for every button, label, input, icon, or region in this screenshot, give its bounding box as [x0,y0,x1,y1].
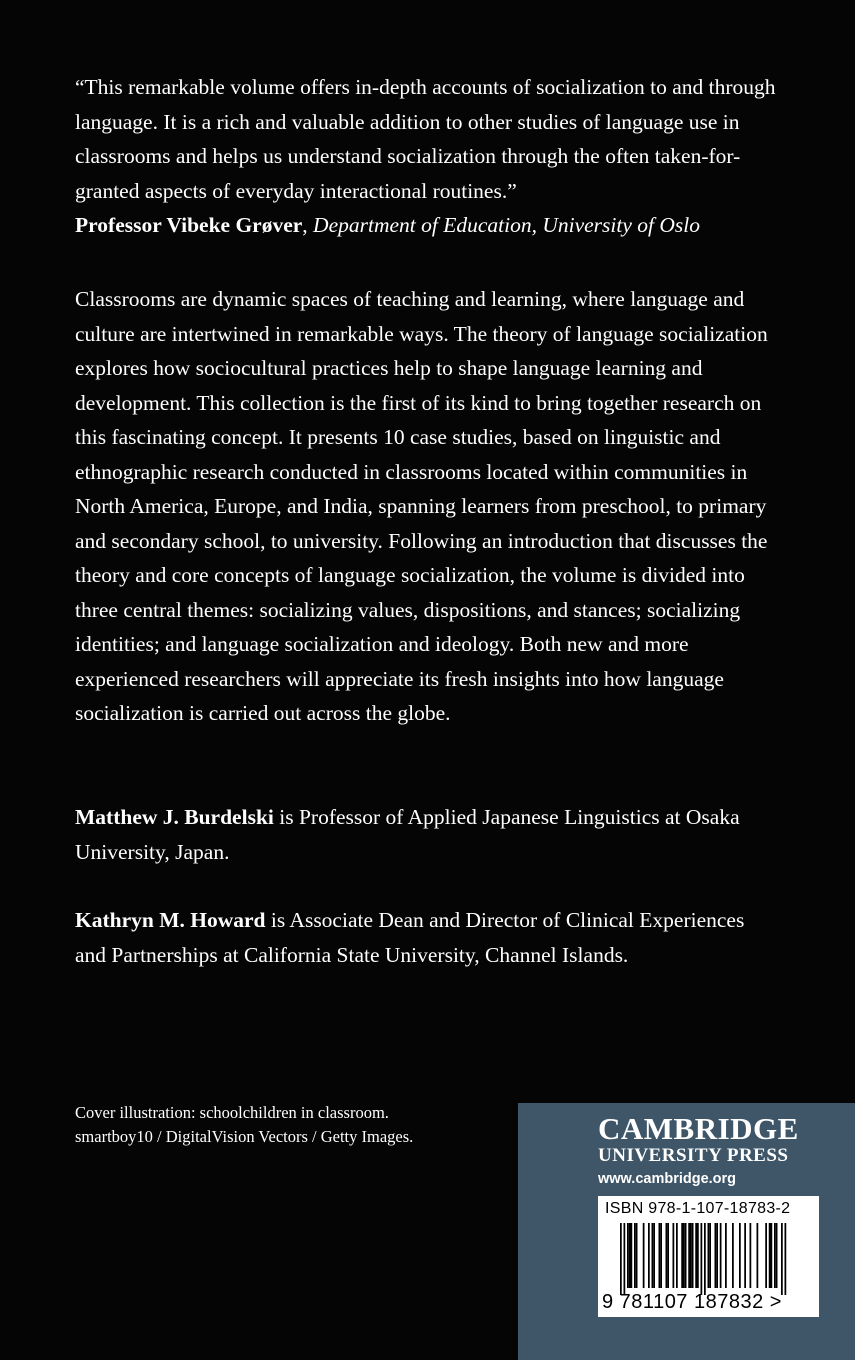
barcode-bar [660,1223,662,1288]
publisher-url: www.cambridge.org [598,1171,737,1187]
barcode-bar [704,1223,706,1295]
barcode-bar [695,1223,697,1288]
endorsement-quote: “This remarkable volume offers in-depth accounts of socialization to and through language. It is a rich and valuable addition to other studies of language use in classrooms and helps us understand socialization through the often taken-for-granted aspects of everyday interactional routines.” [75,75,776,203]
barcode-bar [776,1223,778,1288]
barcode-bar [659,1223,661,1288]
barcode-bar [771,1223,773,1288]
endorsement-separator: , [302,213,314,237]
barcode-bar [744,1223,746,1288]
author-bio-2 [75,903,775,972]
barcode-bar [774,1223,776,1288]
publisher-subtitle: UNIVERSITY PRESS [598,1145,789,1166]
barcode-bar [620,1223,622,1295]
barcode-bar [757,1223,759,1288]
barcode-bar [732,1223,734,1288]
barcode-bar [701,1223,703,1295]
barcode-bar [750,1223,752,1288]
publisher-name: CAMBRIDGE [598,1111,799,1146]
barcode-bar [636,1223,638,1288]
barcode-bar [673,1223,675,1288]
barcode-bar [681,1223,683,1288]
barcode-bar [652,1223,654,1288]
ean-digits: 9 781107 187832 > [602,1291,782,1313]
barcode-bar [676,1223,678,1288]
endorsement-affiliation: Department of Education, University of Oslo [313,213,700,237]
barcode-bar [739,1223,741,1288]
barcode-bar [708,1223,710,1288]
barcode-bar [720,1223,722,1288]
barcode-bar [685,1223,687,1288]
barcode-bar [627,1223,629,1288]
barcode-bar [688,1223,690,1288]
barcode [598,1196,819,1317]
barcode-bar [781,1223,783,1295]
bio-1-name: Matthew J. Burdelski [75,805,274,829]
bio-1-text: is Professor of Applied Japanese Linguistics at Osaka University, Japan. [75,805,740,864]
isbn-label: ISBN 978-1-107-18783-2 [605,1200,791,1217]
barcode-bar [785,1223,787,1295]
barcode-bar [634,1223,636,1288]
author-bio-1 [75,800,775,869]
bio-2-name: Kathryn M. Howard [75,908,266,932]
barcode-bar [683,1223,685,1288]
barcode-bar [692,1223,694,1288]
barcode-bar [709,1223,711,1288]
barcode-bar [725,1223,727,1288]
barcode-bar [697,1223,699,1288]
endorsement-author: Professor Vibeke Grøver [75,213,303,237]
barcode-bar [631,1223,633,1288]
publisher-panel [518,1103,855,1360]
cover-credit: Cover illustration: schoolchildren in classroom. smartboy10 / DigitalVision Vectors / Getty Images. [75,1103,414,1146]
barcode-bar [643,1223,645,1288]
barcode-bar [716,1223,718,1288]
barcode-bar [653,1223,655,1288]
barcode-bar [648,1223,650,1288]
barcode-bar [715,1223,717,1288]
barcode-bar [666,1223,668,1288]
barcode-bar [690,1223,692,1288]
barcode-bar [765,1223,767,1288]
book-description [75,282,775,731]
barcode-bar [629,1223,631,1288]
endorsement-attribution [75,208,795,243]
barcode-bar [624,1223,626,1295]
barcode-bar [769,1223,771,1288]
bio-2-text: is Associate Dean and Director of Clinical Experiences and Partnerships at California State University, Channel Islands. [75,908,745,967]
endorsement-quote-block [75,70,795,243]
description-text: Classrooms are dynamic spaces of teaching and learning, where language and culture are intertwined in remarkable ways. The theory of language socialization explores how sociocultural practices help to shape language learning and development. This collection is the first of its kind to bring together research on this fascinating concept. It presents 10 case studies, based on linguistic and ethnographic research conducted in classrooms located within communities in North America, Europe, and India, spanning learners from preschool, to primary and secondary school, to university. Following an introduction that discusses the theory and core concepts of language socialization, the volume is divided into three central themes: socializing values, dispositions, and stances; socializing identities; and language socialization and ideology. Both new and more experienced researchers will appreciate its fresh insights into how language socialization is carried out across the globe. [75,287,768,725]
barcode-bar [667,1223,669,1288]
